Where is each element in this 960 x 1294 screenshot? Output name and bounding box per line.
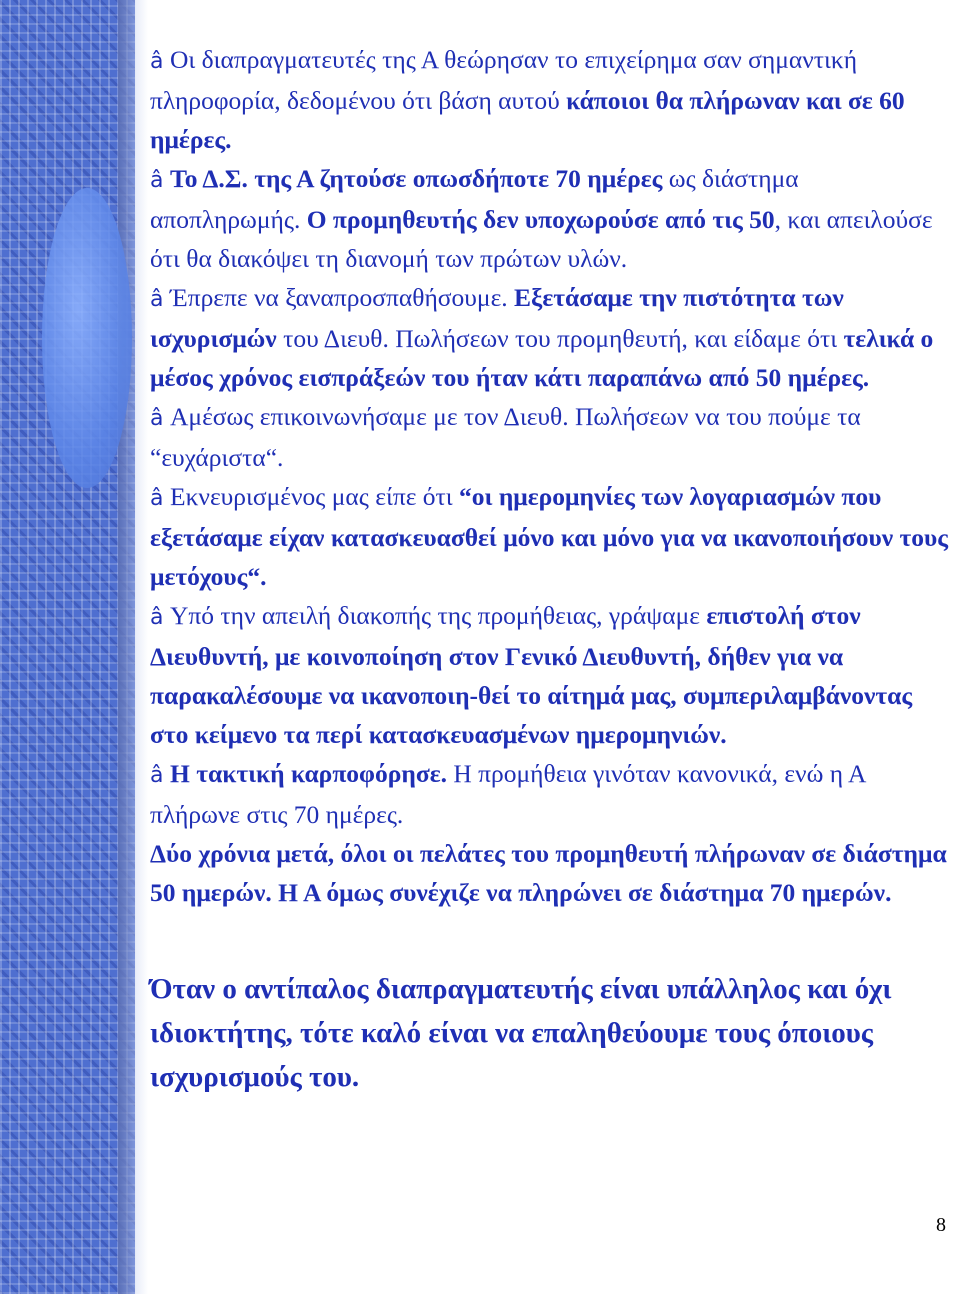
decorative-side-shade <box>118 0 148 1294</box>
bullet-arrow-icon: â <box>150 287 164 312</box>
paragraph-text-run: κάποιοι θα πλήρωναν και σε 60 ημέρες. <box>150 86 905 154</box>
paragraph-text-run: Εκνευρισμένος μας είπε ότι <box>170 482 460 511</box>
bullet-arrow-icon: â <box>150 605 164 630</box>
bullet-paragraph <box>150 40 950 159</box>
bullet-paragraph <box>150 278 950 397</box>
slide-body <box>150 40 950 1099</box>
paragraph-text-run: επιστολή στον Διευθυντή, με κοινοποίηση στον Γενικό Διευθυντή, δήθεν για να παρακαλέσουμε να ικανοποιη-θεί το αίτημά μας, συμπεριλαμβάνοντας στο κείμενο τα περί κατασκευασμένων ημερομηνιών. <box>150 601 913 749</box>
decorative-oval-shape <box>42 188 132 488</box>
bullet-arrow-icon: â <box>150 486 164 511</box>
bullet-paragraph <box>150 159 950 278</box>
paragraph-text-run: Έπρεπε να ξαναπροσπαθήσουμε. <box>170 283 515 312</box>
paragraph-text-run: Οι διαπραγματευτές της Α θεώρησαν το επιχείρημα σαν σημαντική πληροφορία, δεδομένου ότι βάση αυτού <box>150 45 858 115</box>
bullet-arrow-icon: â <box>150 49 164 74</box>
bullet-arrow-icon: â <box>150 406 164 431</box>
bullet-paragraph <box>150 477 950 596</box>
bullet-list <box>150 40 950 834</box>
page-number: 8 <box>936 1214 946 1236</box>
bullet-paragraph <box>150 754 950 834</box>
bullet-paragraph <box>150 596 950 754</box>
paragraph-text-run: Ο προμηθευτής δεν υποχωρούσε από τις 50 <box>306 205 775 234</box>
decorative-side-band <box>0 0 135 1294</box>
bullet-paragraph <box>150 397 950 477</box>
paragraph-text-run: Υπό την απειλή διακοπής της προμήθειας, γράψαμε <box>170 601 707 630</box>
paragraph-text-run: τελικά ο μέσος χρόνος εισπράξεών του ήταν κάτι παραπάνω από 50 ημέρες. <box>150 324 934 392</box>
paragraph-text-run: ως διάστημα αποπληρωμής. <box>150 164 799 234</box>
paragraph-text-run: Το Δ.Σ. της Α ζητούσε οπωσδήποτε 70 ημέρες <box>170 164 663 193</box>
paragraph-text-run: Αμέσως επικοινωνήσαμε με τον Διευθ. Πωλήσεων να του πούμε τα “ευχάριστα“. <box>150 402 861 472</box>
spacer <box>150 912 950 967</box>
paragraph-text-run: Εξετάσαμε την πιστότητα των ισχυρισμών <box>150 283 844 353</box>
conclusion-text: Όταν ο αντίπαλος διαπραγματευτής είναι υπάλληλος και όχι ιδιοκτήτης, τότε καλό είναι να επαληθεύουμε τους όποιους ισχυρισμούς του. <box>150 973 892 1093</box>
paragraph-text-run: του Διευθ. Πωλήσεων του προμηθευτή, και είδαμε ότι <box>276 324 844 353</box>
paragraph-text-run: “οι ημερομηνίες των λογαριασμών που εξετάσαμε είχαν κατασκευασθεί μόνο και μόνο για να ικανοποιήσουν τους μετόχους“. <box>150 482 948 591</box>
paragraph-text-run: Η τακτική καρποφόρησε. <box>170 759 447 788</box>
paragraph-text-run: , και απειλούσε ότι θα διακόψει τη διανομή των πρώτων υλών. <box>150 205 933 273</box>
bullet-arrow-icon: â <box>150 763 164 788</box>
paragraph-text-run: Η προμήθεια γινόταν κανονικά, ενώ η Α πλήρωνε στις 70 ημέρες. <box>150 759 866 829</box>
closing-note: Δύο χρόνια μετά, όλοι οι πελάτες του προμηθευτή πλήρωναν σε διάστημα 50 ημερών. Η Α όμως συνέχιζε να πληρώνει σε διάστημα 70 ημερών. <box>150 839 947 907</box>
bullet-arrow-icon: â <box>150 168 164 193</box>
